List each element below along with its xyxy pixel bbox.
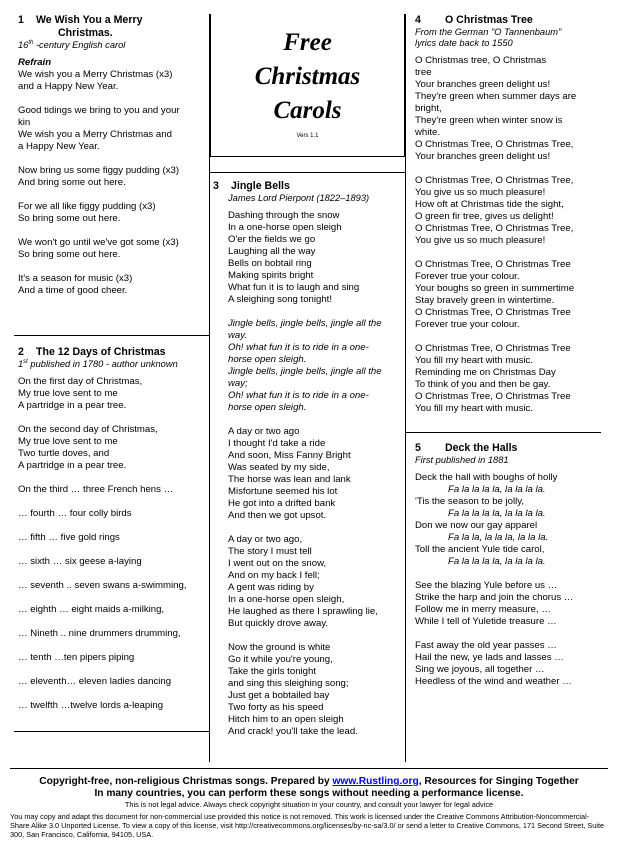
lyric-line: O Christmas Tree, O Christmas Tree	[415, 343, 571, 354]
lyric-line: And then we got upsot.	[228, 510, 327, 521]
song-2-heading	[18, 346, 204, 359]
stanza-gap	[415, 331, 601, 343]
lyric-line: How oft at Christmas tide the sight,	[415, 199, 564, 210]
song-5-subtitle: First published in 1881	[415, 455, 509, 465]
song-4-subtitle-line1: From the German "O Tannenbaum"	[415, 27, 562, 37]
song-1	[18, 14, 204, 297]
chorus-line: Oh! what fun it is to ride in a one-	[228, 390, 369, 401]
title-line-1: Free	[283, 29, 332, 56]
lyric-line: Your boughs so green in summertime	[415, 283, 575, 294]
lyric-line: Strike the harp and join the chorus …	[415, 592, 574, 603]
lyric-line: Deck the hall with boughs of holly	[415, 472, 558, 483]
lyric-line: O Christmas Tree, O Christmas Tree	[415, 391, 571, 402]
column-divider-right	[405, 14, 406, 762]
stanza-gap	[18, 189, 204, 201]
lyric-line: In a one-horse open sleigh,	[228, 594, 345, 605]
lyric-line: Misfortune seemed his lot	[228, 486, 338, 497]
song-4-lyrics	[415, 55, 601, 415]
lyric-line: O Christmas tree, O Christmas	[415, 55, 547, 66]
lyric-line: … fifth … five gold rings	[18, 532, 120, 543]
lyric-line: Hail the new, ye lads and lasses …	[415, 652, 564, 663]
version-label: Vers 1.1	[296, 133, 319, 139]
lyric-line: To think of you and then be gay.	[415, 379, 551, 390]
lyric-line: You fill my heart with music.	[415, 355, 534, 366]
footer-line-1-pre: Copyright-free, non-religious Christmas songs. Prepared by	[39, 776, 333, 787]
song-4-subtitle-line2: lyrics date back to 1550	[415, 38, 513, 48]
lyric-line: We won't go until we've got some (x3)	[18, 237, 179, 248]
song-1-subtitle	[18, 40, 204, 51]
stanza-gap	[18, 616, 204, 628]
song-5-verse-3	[415, 640, 601, 688]
footer-line-1-post: , Resources for Singing Together	[418, 776, 579, 787]
lyric-line: … eighth … eight maids a-milking,	[18, 604, 165, 615]
lyric-line: See the blazing Yule before us …	[415, 580, 558, 591]
column-1	[18, 14, 204, 711]
song-3-verse-1	[228, 210, 403, 306]
lyric-line: A partridge in a pear tree.	[18, 400, 127, 411]
chorus-line: horse open sleigh.	[228, 354, 307, 365]
song-2	[18, 346, 204, 712]
lyric-line: Take the girls tonight	[228, 666, 316, 677]
lyric-line: On the second day of Christmas,	[18, 424, 158, 435]
lyric-line: Toll the ancient Yule tide carol,	[415, 544, 545, 555]
column-2	[213, 180, 403, 738]
refrain-line: Fa la la la la, la la la la.	[448, 484, 546, 495]
stanza-gap	[18, 412, 204, 424]
lyric-line: and sing this sleighing song;	[228, 678, 349, 689]
lyric-line: Laughing all the way	[228, 246, 316, 257]
stanza-gap	[18, 496, 204, 508]
lyric-line: Reminding me on Christmas Day	[415, 367, 556, 378]
song-1-heading	[18, 14, 204, 40]
stanza-gap	[18, 544, 204, 556]
refrain-label: Refrain	[18, 57, 52, 68]
song-2-subtitle-num: 1	[18, 359, 24, 369]
song-5	[415, 442, 601, 688]
lyric-line: I went out on the snow,	[228, 558, 327, 569]
lyric-line: They're green when summer days are	[415, 91, 577, 102]
lyric-line: You fill my heart with music.	[415, 403, 534, 414]
lyric-line: While I tell of Yuletide treasure …	[415, 616, 557, 627]
song-2-lyrics	[18, 376, 204, 712]
lyric-line: A day or two ago	[228, 426, 300, 437]
footer-line-1	[10, 776, 608, 788]
stanza-gap	[18, 261, 204, 273]
lyric-line: … sixth … six geese a-laying	[18, 556, 142, 567]
lyric-line: What fun it is to laugh and sing	[228, 282, 360, 293]
lyric-line: And soon, Miss Fanny Bright	[228, 450, 351, 461]
rule-col2-top	[209, 172, 405, 173]
song-1-subtitle-rest: -century English carol	[33, 40, 126, 50]
title-box	[210, 14, 405, 157]
lyric-line: O Christmas Tree, O Christmas Tree	[415, 259, 571, 270]
lyric-line: A sleighing song tonight!	[228, 294, 333, 305]
lyric-line: So bring some out here.	[18, 249, 121, 260]
rule-col3-mid	[405, 432, 601, 433]
song-3-verse-3	[228, 534, 403, 630]
lyric-line: And bring some out here.	[18, 177, 126, 188]
lyric-line: Now bring us some figgy pudding (x3)	[18, 165, 180, 176]
song-5-number: 5	[415, 442, 421, 454]
refrain-line: Fa la la la la, la la la la.	[448, 508, 546, 519]
lyric-line: And on my back I fell;	[228, 570, 320, 581]
lyric-line: The story I must tell	[228, 546, 312, 557]
chorus-line: Jingle bells, jingle bells, jingle all the	[228, 366, 382, 377]
lyric-line: They're green when winter snow is	[415, 115, 563, 126]
lyric-line: Your branches green delight us!	[415, 151, 551, 162]
song-3-subtitle: James Lord Pierpont (1822–1893)	[228, 193, 370, 203]
title-line-3: Carols	[273, 97, 342, 124]
song-1-subtitle-sup: th	[28, 39, 34, 46]
footer-top-rule	[10, 768, 608, 769]
song-4-number: 4	[415, 14, 421, 26]
song-3-title: Jingle Bells	[231, 180, 290, 192]
lyric-line: Heedless of the wind and weather …	[415, 676, 572, 687]
song-1-title-line2: Christmas.	[58, 27, 113, 39]
song-3-number: 3	[213, 180, 219, 192]
song-3-heading	[213, 180, 403, 193]
lyric-line: On the first day of Christmas,	[18, 376, 143, 387]
lyric-line: So bring some out here.	[18, 213, 121, 224]
lyric-line: Your branches green delight us!	[415, 79, 551, 90]
lyric-line: On the third … three French hens …	[18, 484, 174, 495]
lyric-line: Don we now our gay apparel	[415, 520, 538, 531]
lyric-line: Sing we joyous, all together …	[415, 664, 545, 675]
lyric-line: Fast away the old year passes …	[415, 640, 557, 651]
lyric-line: Go it while you're young,	[228, 654, 333, 665]
lyric-line: We wish you a Merry Christmas and	[18, 129, 172, 140]
lyric-line: A gent was riding by	[228, 582, 314, 593]
lyric-line: Now the ground is white	[228, 642, 331, 653]
column-3	[415, 14, 601, 687]
lyric-line: And a time of good cheer.	[18, 285, 128, 296]
stanza-gap	[415, 163, 601, 175]
lyric-line: You give us so much pleasure!	[415, 235, 546, 246]
lyric-line: … tenth …ten pipers piping	[18, 652, 135, 663]
song-3-verse-2	[228, 426, 403, 522]
lyric-line: Hitch him to an open sleigh	[228, 714, 344, 725]
song-3-verse-4	[228, 642, 403, 738]
song-1-subtitle-num: 16	[18, 40, 29, 50]
lyric-line: You give us so much pleasure!	[415, 187, 546, 198]
lyric-line: and a Happy New Year.	[18, 81, 119, 92]
lyric-line: O Christmas Tree, O Christmas Tree,	[415, 175, 574, 186]
lyric-line: Follow me in merry measure, …	[415, 604, 551, 615]
lyric-line: Dashing through the snow	[228, 210, 340, 221]
lyric-line: Stay bravely green in wintertime.	[415, 295, 555, 306]
chorus-line: horse open sleigh.	[228, 402, 307, 413]
lyric-line: For we all like figgy pudding (x3)	[18, 201, 156, 212]
stanza-gap	[415, 247, 601, 259]
stanza-gap	[18, 688, 204, 700]
lyric-line: … seventh .. seven swans a-swimming,	[18, 580, 187, 591]
lyric-line: Two turtle doves, and	[18, 448, 110, 459]
song-5-verse-1	[415, 472, 601, 568]
lyric-line: kin	[18, 117, 31, 128]
lyric-line: Just get a bobtailed bay	[228, 690, 330, 701]
stanza-gap	[18, 664, 204, 676]
lyric-line: O green fir tree, gives us delight!	[415, 211, 554, 222]
refrain-line: Fa la la la la, la la la la.	[448, 556, 546, 567]
lyric-line: The horse was lean and lank	[228, 474, 351, 485]
footer-disclaimer: This is not legal advice. Always check copyright situation in your country, and consult your lawyer for legal advice	[124, 800, 494, 809]
stanza-gap	[18, 93, 204, 105]
lyric-line: O Christmas Tree, O Christmas Tree,	[415, 223, 574, 234]
lyric-line: He got into a drifted bank	[228, 498, 336, 509]
song-2-subtitle-rest: published in 1780 - author unknown	[27, 359, 178, 369]
lyric-line: bright,	[415, 103, 442, 114]
song-1-title-line1: We Wish You a Merry	[36, 14, 143, 26]
song-4-heading	[415, 14, 601, 27]
lyric-line: Forever true your colour.	[415, 319, 520, 330]
refrain-line: Fa la la, la la la, la la la.	[448, 532, 549, 543]
lyric-line: My true love sent to me	[18, 388, 118, 399]
song-2-number: 2	[18, 346, 24, 358]
chorus-line: way.	[228, 330, 248, 341]
footer-license: You may copy and adapt this document for non-commercial use provided this notice is not removed. This work is licensed under the Creative Commons Attribution-Noncommercial-Share Alike 3.0 Unported License. To view a copy of this license, visit http://creativecommons.org/licenses/by-nc-sa/3.0/ or send a letter to Creative Commons, 171 Second Street, Suite 300, San Francisco, California, 94105, USA.	[10, 812, 605, 839]
song-2-subtitle-sup: st	[23, 358, 28, 365]
stanza-gap	[18, 472, 204, 484]
stanza-gap	[18, 592, 204, 604]
lyric-line: Good tidings we bring to you and your	[18, 105, 180, 116]
stanza-gap	[18, 520, 204, 532]
chorus-line: way;	[228, 378, 248, 389]
song-5-heading	[415, 442, 601, 455]
lyric-line: Bells on bobtail ring	[228, 258, 312, 269]
lyric-line: I thought I'd take a ride	[228, 438, 326, 449]
song-3-body	[213, 204, 403, 738]
song-1-lyrics	[18, 69, 204, 297]
song-5-title: Deck the Halls	[445, 442, 518, 454]
song-4-title: O Christmas Tree	[445, 14, 533, 26]
rule-col1-mid	[14, 335, 209, 336]
stanza-gap	[18, 568, 204, 580]
stanza-gap	[18, 640, 204, 652]
song-1-number: 1	[18, 14, 24, 26]
footer	[10, 776, 608, 839]
lyric-line: 'Tis the season to be jolly,	[415, 496, 525, 507]
lyric-line: But quickly drove away.	[228, 618, 329, 629]
song-2-subtitle	[18, 359, 204, 370]
stanza-gap	[18, 153, 204, 165]
lyric-line: tree	[415, 67, 432, 78]
stanza-gap	[18, 225, 204, 237]
lyric-line: Forever true your colour.	[415, 271, 520, 282]
lyric-line: O Christmas Tree, O Christmas Tree	[415, 307, 571, 318]
lyric-line: In a one-horse open sleigh	[228, 222, 342, 233]
song-5-verse-2	[415, 580, 601, 628]
lyric-line: A partridge in a pear tree.	[18, 460, 127, 471]
footer-line-2: In many countries, you can perform these songs without needing a performance license.	[94, 788, 524, 799]
chorus-line: Jingle bells, jingle bells, jingle all the	[228, 318, 382, 329]
lyric-line: … eleventh… eleven ladies dancing	[18, 676, 172, 687]
rustling-link[interactable]: www.Rustling.org	[332, 776, 419, 787]
lyric-line: white.	[415, 127, 441, 138]
lyric-line: We wish you a Merry Christmas (x3)	[18, 69, 173, 80]
lyric-line: … fourth … four colly birds	[18, 508, 132, 519]
lyric-line: Making spirits bright	[228, 270, 314, 281]
chorus-line: Oh! what fun it is to ride in a one-	[228, 342, 369, 353]
song-2-title: The 12 Days of Christmas	[36, 346, 166, 358]
lyric-line: He laughed as there I sprawling lie,	[228, 606, 378, 617]
lyric-line: O Christmas Tree, O Christmas Tree,	[415, 139, 574, 150]
lyric-line: … Nineth .. nine drummers drumming,	[18, 628, 181, 639]
lyric-line: … twelfth …twelve lords a-leaping	[18, 700, 164, 711]
title-line-2: Christmas	[254, 63, 361, 90]
lyric-line: a Happy New Year.	[18, 141, 100, 152]
lyric-line: Two forty as his speed	[228, 702, 324, 713]
song-3-chorus	[228, 318, 403, 414]
lyric-line: O'er the fields we go	[228, 234, 316, 245]
lyric-line: My true love sent to me	[18, 436, 118, 447]
rule-col1-bottom	[14, 731, 209, 732]
lyric-line: A day or two ago,	[228, 534, 303, 545]
lyric-line: Was seated by my side,	[228, 462, 330, 473]
lyric-line: It's a season for music (x3)	[18, 273, 133, 284]
lyric-line: And crack! you'll take the lead.	[228, 726, 358, 737]
